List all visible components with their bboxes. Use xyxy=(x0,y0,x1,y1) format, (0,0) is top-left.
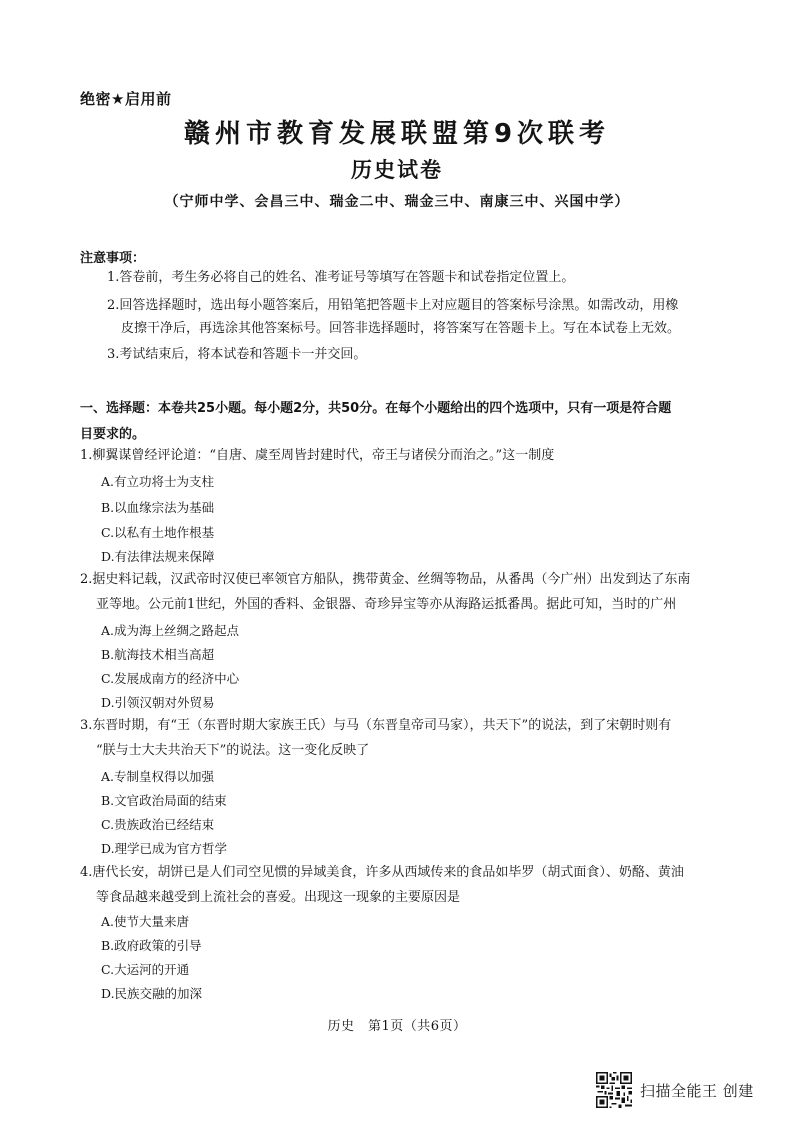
question-1-option-a: A.有立功将士为支柱 xyxy=(101,474,215,489)
question-stem-line: 4.唐代长安，胡饼已是人们司空见惯的异域美食，许多从西域传来的食品如毕罗（胡式面食）、奶酪、黄油 xyxy=(80,865,684,880)
note-item: 3.考试结束后，将本试卷和答题卡一并交回。 xyxy=(107,347,367,362)
scanner-label: 扫描全能王 创建 xyxy=(640,1081,754,1100)
note-item-continued: 皮擦干净后，再选涂其他答案标号。回答非选择题时，将答案写在答题卡上。写在本试卷上无效。 xyxy=(121,321,681,336)
section-heading xyxy=(80,396,720,448)
question-3-option-c: C.贵族政治已经结束 xyxy=(101,817,215,832)
note-item: 2.回答选择题时，选出每小题答案后，用铅笔把答题卡上对应题目的答案标号涂黑。如需改动，用橡 xyxy=(107,298,679,313)
question-3-option-b: B.文官政治局面的结束 xyxy=(101,793,227,808)
qr-code-icon xyxy=(596,1072,632,1108)
exam-title: 赣州市教育发展联盟第9次联考 xyxy=(183,119,611,149)
question-2-stem xyxy=(80,567,725,617)
secret-mark: 绝密★启用前 xyxy=(80,90,172,108)
scanner-watermark xyxy=(596,1072,754,1108)
question-stem-line: 1.柳翼谋曾经评论道：“自唐、虞至周皆封建时代，帝王与诸侯分而治之。”这一制度 xyxy=(80,448,555,463)
question-2-option-a: A.成为海上丝绸之路起点 xyxy=(101,623,240,638)
question-4-option-a: A.使节大量来唐 xyxy=(101,914,190,929)
question-4-option-c: C.大运河的开通 xyxy=(101,962,190,977)
question-3-option-a: A.专制皇权得以加强 xyxy=(101,769,215,784)
notes-heading: 注意事项： xyxy=(80,251,146,266)
note-item: 1.答卷前，考生务必将自己的姓名、准考证号等填写在答题卡和试卷指定位置上。 xyxy=(107,270,575,285)
question-2-option-d: D.引领汉朝对外贸易 xyxy=(101,695,215,710)
question-stem-line: 等食品越来越受到上流社会的喜爱。出现这一现象的主要原因是 xyxy=(96,890,461,905)
school-list: （宁师中学、会昌三中、瑞金二中、瑞金三中、南康三中、兴国中学） xyxy=(164,194,630,210)
question-2-option-b: B.航海技术相当高超 xyxy=(101,647,215,662)
question-stem-line: “朕与士大夫共治天下”的说法。这一变化反映了 xyxy=(96,743,370,758)
page-footer: 历史 第1页（共6页） xyxy=(327,1019,467,1034)
question-4-option-d: D.民族交融的加深 xyxy=(101,986,203,1001)
question-stem-line: 亚等地。公元前1世纪，外国的香料、金银器、奇珍异宝等亦从海路运抵番禺。据此可知，当时的广州 xyxy=(96,597,677,612)
question-4-stem xyxy=(80,860,725,910)
section-heading-line: 目要求的。 xyxy=(80,427,146,442)
question-2-option-c: C.发展成南方的经济中心 xyxy=(101,671,240,686)
subject-title: 历史试卷 xyxy=(351,158,443,182)
question-1-stem xyxy=(80,443,725,468)
question-4-option-b: B.政府政策的引导 xyxy=(101,938,202,953)
question-1-option-d: D.有法律法规来保障 xyxy=(101,549,215,564)
question-stem-line: 2.据史料记载，汉武帝时汉使已率领官方船队，携带黄金、丝绸等物品，从番禺（今广州）出发到达了东南 xyxy=(80,572,691,587)
question-stem-line: 3.东晋时期，有“王（东晋时期大家族王氏）与马（东晋皇帝司马家），共天下”的说法，到了宋朝时则有 xyxy=(80,718,672,733)
question-1-option-c: C.以私有土地作根基 xyxy=(101,525,215,540)
question-1-option-b: B.以血缘宗法为基础 xyxy=(101,500,215,515)
section-heading-line: 一、选择题：本卷共25小题。每小题2分，共50分。在每个小题给出的四个选项中，只有一项是符合题 xyxy=(80,401,672,416)
question-3-option-d: D.理学已成为官方哲学 xyxy=(101,841,228,856)
question-3-stem xyxy=(80,713,725,763)
